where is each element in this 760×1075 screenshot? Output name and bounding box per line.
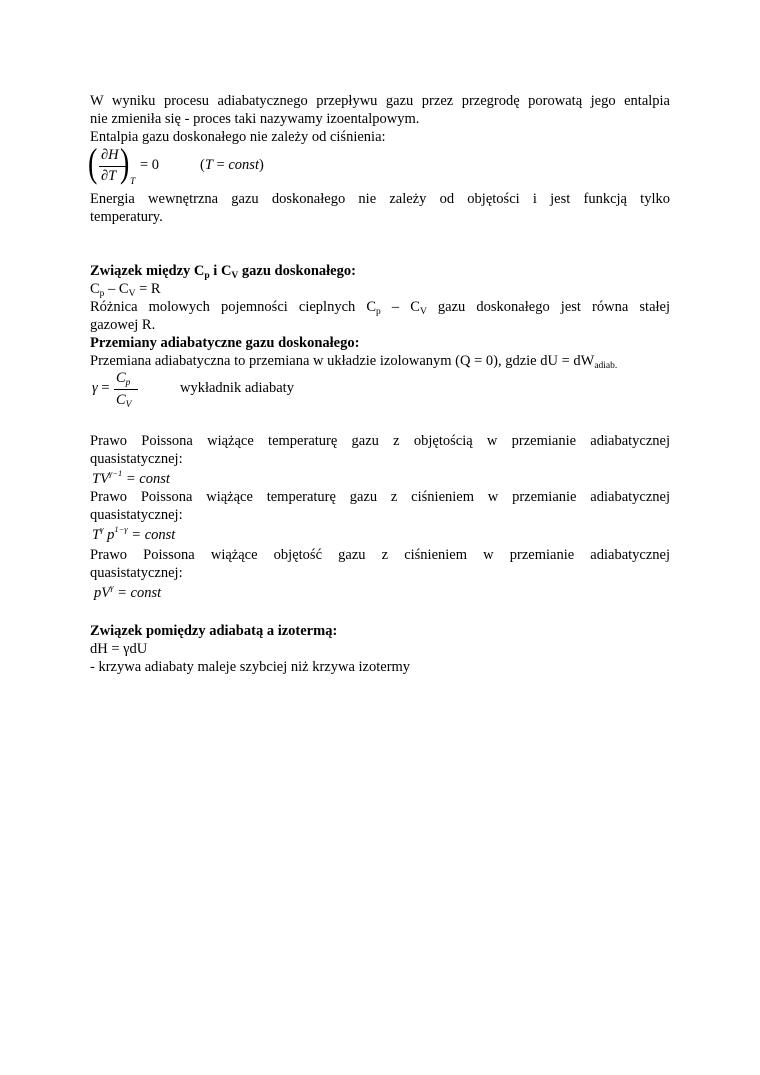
poisson-2-line-2: quasistatycznej: — [90, 507, 183, 523]
derivative-numerator: ∂H — [101, 147, 119, 163]
poisson-3-line-1: Prawo Poissona wiążące objętość gazu z ciśnieniem w przemianie adiabatycznej — [90, 547, 670, 563]
intro-line-2: nie zmieniła się - proces taki nazywamy izoentalpowym. — [90, 111, 420, 127]
derivative-rhs: = 0 — [140, 157, 160, 173]
poisson-1-equation: $TV^{\gamma-1}$ = const — [92, 468, 170, 487]
adiabat-isotherm-equation: dH = γdU — [90, 641, 148, 657]
gamma-denominator: $C_V$ — [116, 392, 132, 410]
right-paren-symbol: ) — [119, 140, 130, 185]
mayer-text-line-1: Różnica molowych pojemności cieplnych $C_p - C_V$ gazu doskonałego jest równa stałej — [90, 299, 670, 317]
section-heading-adiabat-isotherm: Związek pomiędzy adiabatą a izotermą: — [90, 623, 338, 639]
left-paren-symbol: ( — [87, 140, 98, 185]
mayer-equation: $C_p - C_V = R$ — [90, 281, 161, 299]
gamma-numerator: $C_p$ — [116, 370, 131, 388]
intro-line-1: W wyniku procesu adiabatycznego przepływu gazu przez przegrodę porowatą jego entalpia — [90, 93, 670, 109]
derivative-subscript: T — [130, 177, 136, 187]
section-heading-adiabatic: Przemiany adiabatyczne gazu doskonałego: — [90, 335, 360, 351]
constant-condition: (T = const) — [200, 157, 264, 173]
poisson-3-equation: $pV^\gamma$ = const — [94, 582, 162, 601]
energy-line-2: temperatury. — [90, 209, 163, 225]
gamma-fraction-line — [114, 389, 138, 390]
poisson-1-line-2: quasistatycznej: — [90, 451, 183, 467]
poisson-2-equation: $T^\gamma$ $p^{1-\gamma}$ = const — [92, 524, 176, 543]
energy-line-1: Energia wewnętrzna gazu doskonałego nie zależy od objętości i jest funkcją tylko — [90, 191, 670, 207]
gamma-symbol: γ = — [92, 380, 110, 396]
poisson-3-line-2: quasistatycznej: — [90, 565, 183, 581]
mayer-text-line-2: gazowej R. — [90, 317, 156, 333]
derivative-denominator: ∂T — [101, 168, 117, 184]
section-heading-cp-cv: Związek między $C_p$ i $C_V$ gazu doskonałego: — [90, 263, 356, 281]
gamma-label: wykładnik adiabaty — [180, 380, 294, 396]
poisson-2-line-1: Prawo Poissona wiążące temperaturę gazu z ciśnieniem w przemianie adiabatycznej — [90, 489, 670, 505]
poisson-1-line-1: Prawo Poissona wiążące temperaturę gazu z objętością w przemianie adiabatycznej — [90, 433, 670, 449]
adiabatic-definition: Przemiana adiabatyczna to przemiana w układzie izolowanym (Q = 0), gdzie dU = $dW_{adiab.}$ — [90, 353, 618, 371]
adiabat-isotherm-note: - krzywa adiabaty maleje szybciej niż krzywa izotermy — [90, 659, 411, 675]
intro-line-3: Entalpia gazu doskonałego nie zależy od ciśnienia: — [90, 129, 386, 145]
